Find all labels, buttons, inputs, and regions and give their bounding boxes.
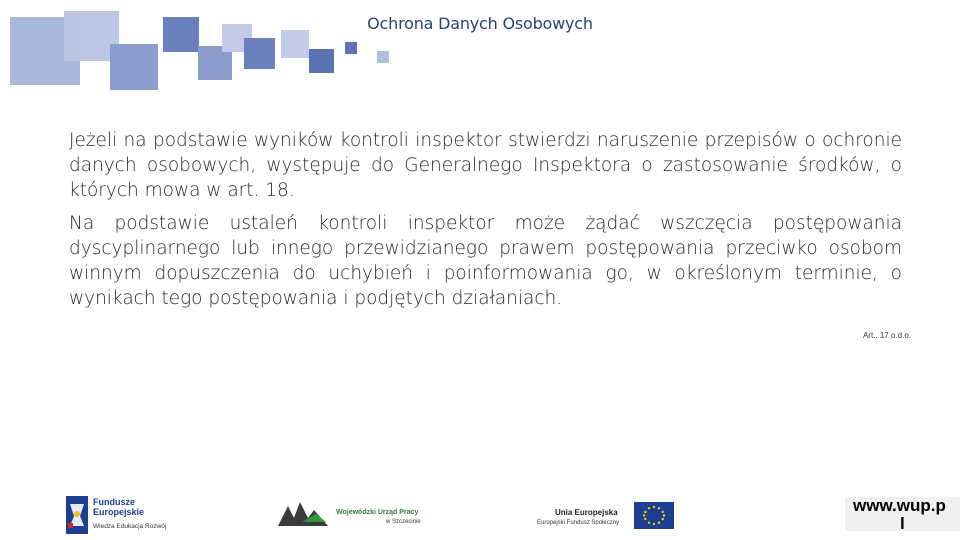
source-reference: Art.. 17 o.d.o.	[862, 331, 911, 340]
wup-mark-icon	[278, 500, 328, 528]
deco-square	[244, 38, 275, 69]
unia-europejska-logo	[537, 500, 677, 534]
deco-square	[281, 30, 309, 58]
paragraph-1: Jeżeli na podstawie wyników kontroli inspektor stwierdzi naruszenie przepisów o ochronie danych osobowych, występuje do Generalnego Inspektora o zastosowanie środków, o których mowa w art. 18.	[69, 130, 902, 201]
fe-star-icon	[66, 496, 88, 534]
deco-square	[345, 42, 357, 54]
fe-line1: Fundusze	[93, 497, 135, 507]
deco-square	[163, 17, 199, 52]
main-text	[69, 128, 902, 319]
ue-line2: Europejski Fundusz Społeczny	[537, 520, 620, 526]
url-line1: www.wup.p	[853, 496, 946, 515]
website-url[interactable]	[845, 497, 960, 531]
url-line2: l	[900, 514, 905, 533]
fundusze-europejskie-logo	[66, 494, 176, 534]
page-title: Ochrona Danych Osobowych	[367, 14, 593, 33]
fe-line2: Europejskie	[93, 507, 145, 517]
deco-square	[110, 44, 158, 90]
wup-logo	[278, 496, 438, 530]
deco-square	[309, 49, 334, 73]
fe-line3: Wiedza Edukacja Rozwój	[93, 523, 167, 530]
wup-line1: Wojewódzki Urząd Pracy	[336, 509, 419, 516]
eu-flag-icon	[634, 502, 674, 529]
wup-line2: w Szczecinie	[386, 519, 421, 525]
ue-line1: Unia Europejska	[555, 508, 618, 517]
deco-square	[377, 51, 389, 63]
paragraph-2: Na podstawie ustaleń kontroli inspektor może żądać wszczęcia postępowania dyscyplinarnego lub innego przewidzianego prawem postępowania przeciwko osobom winnym dopuszczenia do uchybień i poinformowania go, w określonym terminie, o wynikach tego postępowania i podjętych działaniach.	[69, 213, 902, 309]
footer-logos	[0, 490, 960, 540]
